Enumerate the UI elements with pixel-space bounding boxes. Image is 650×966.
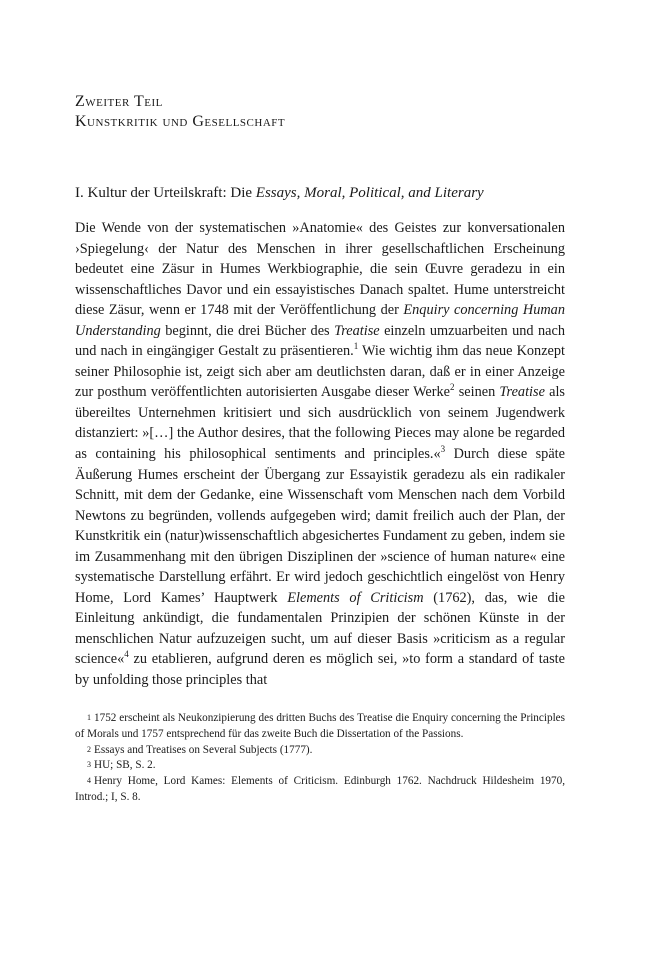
section-title-text: I. Kultur der Urteilskraft: Die [75,185,256,201]
footnote-mark: 2 [87,744,91,754]
section-title [75,183,595,203]
body-italic: Treatise [334,322,380,339]
footnote-4 [75,774,565,806]
body-segment: seinen [454,384,500,401]
footnote-text: HU; SB, S. 2. [94,759,156,772]
body-segment: beginnt, die drei Bücher des [160,322,335,339]
part-heading [75,92,285,132]
body-segment: als übereiltes Unternehmen kritisiert und sich ausdrücklich von seinem Jugendwerk distanziert: »[…] the Author desires, that the following Pieces may alone be regarded as containing his philosophical sentiments and principles.« [75,384,565,463]
footnote-text: Henry Home, Lord Kames: Elements of Criticism. Edinburgh 1762. Nachdruck Hildesheim 1970, Introd.; I, S. 8. [75,775,565,803]
body-italic: Elements of Criticism [287,589,424,606]
section-title-italic: Essays, Moral, Political, and Literary [255,185,484,201]
footnote-mark: 3 [87,760,91,770]
body-text [75,218,565,691]
footnote-text: Essays and Treatises on Several Subjects (1777). [94,743,313,756]
body-segment: (1762), das, wie die Einleitung ankündigt, die fundamentalen Prinzipien der schönen Künste in der menschlichen Natur aufzuzeigen sucht, um auf dieser Basis »criticism as a regular science« [75,589,565,668]
body-segment: einzeln umzuarbeiten und nach und nach in eingängiger Gestalt zu präsentieren. [75,322,565,360]
part-heading-line1: Zweiter Teil [75,93,163,110]
body-segment: Wie wichtig ihm das neue Konzept seiner Philosophie ist, zeigt sich aber am deutlichsten daran, daß er in einer Anzeige zur posthum veröffentlichten autorisierten Ausgabe dieser Werke [75,343,565,401]
footnote-2 [75,743,565,759]
footnote-ref-4[interactable]: 4 [124,649,129,660]
body-italic: Enquiry concerning Human Understanding [75,302,565,339]
footnote-ref-3[interactable]: 3 [440,444,446,455]
footnote-mark: 1 [87,713,91,722]
body-italic: Treatise [499,384,545,401]
body-paragraph [75,218,565,691]
footnote-text: 1752 erscheint als Neukonzipierung des dritten Buchs des Treatise die Enquiry concerning the Principles of Morals und 1757 entsprechend für das zweite Buch die Dissertation of the Passions. [75,712,565,740]
body-segment: Die Wende von der systematischen »Anatomie« des Geistes zur konversationalen ›Spiegelung‹ der Natur des Menschen in ihrer gesellschaftlichen Erscheinung bedeutet eine Zäsur in Humes Werkbiographie, die sein Œuvre geradezu in ein wissenschaftliches Davor und ein essayistisches Danach spaltet. Hume unterstreicht diese Zäsur, wenn er 1748 mit der Veröffentlichung der [75,220,565,319]
footnotes [75,711,565,806]
body-segment: zu etablieren, aufgrund deren es möglich sei, »to form a standard of taste by unfolding those principles that [75,651,565,689]
footnote-3 [75,758,565,774]
footnote-ref-2[interactable]: 2 [450,382,455,393]
body-segment: Durch diese späte Äußerung Humes erscheint der Übergang zur Essayistik geradezu als ein radikaler Schnitt, mit dem der Gedanke, eine Wissenschaft vom Menschen nach dem Vorbild Newtons zu begründen, vollends aufgegeben wird; damit freilich auch der Plan, der Kunstkritik ein (natur)wissenschaftlich abgesichertes Fundament zu geben, indem sie im Zusammenhang mit den übrigen Disziplinen der »science of human nature« eine systematische Darstellung erfährt. Er wird jedoch geschichtlich eingelöst von Henry Home, Lord Kames’ Hauptwerk [75,446,565,606]
footnote-ref-1[interactable]: 1 [353,341,359,352]
footnote-mark: 4 [87,776,91,786]
part-heading-line2: Kunstkritik und Gesellschaft [75,113,286,130]
footnote-1 [75,711,565,743]
